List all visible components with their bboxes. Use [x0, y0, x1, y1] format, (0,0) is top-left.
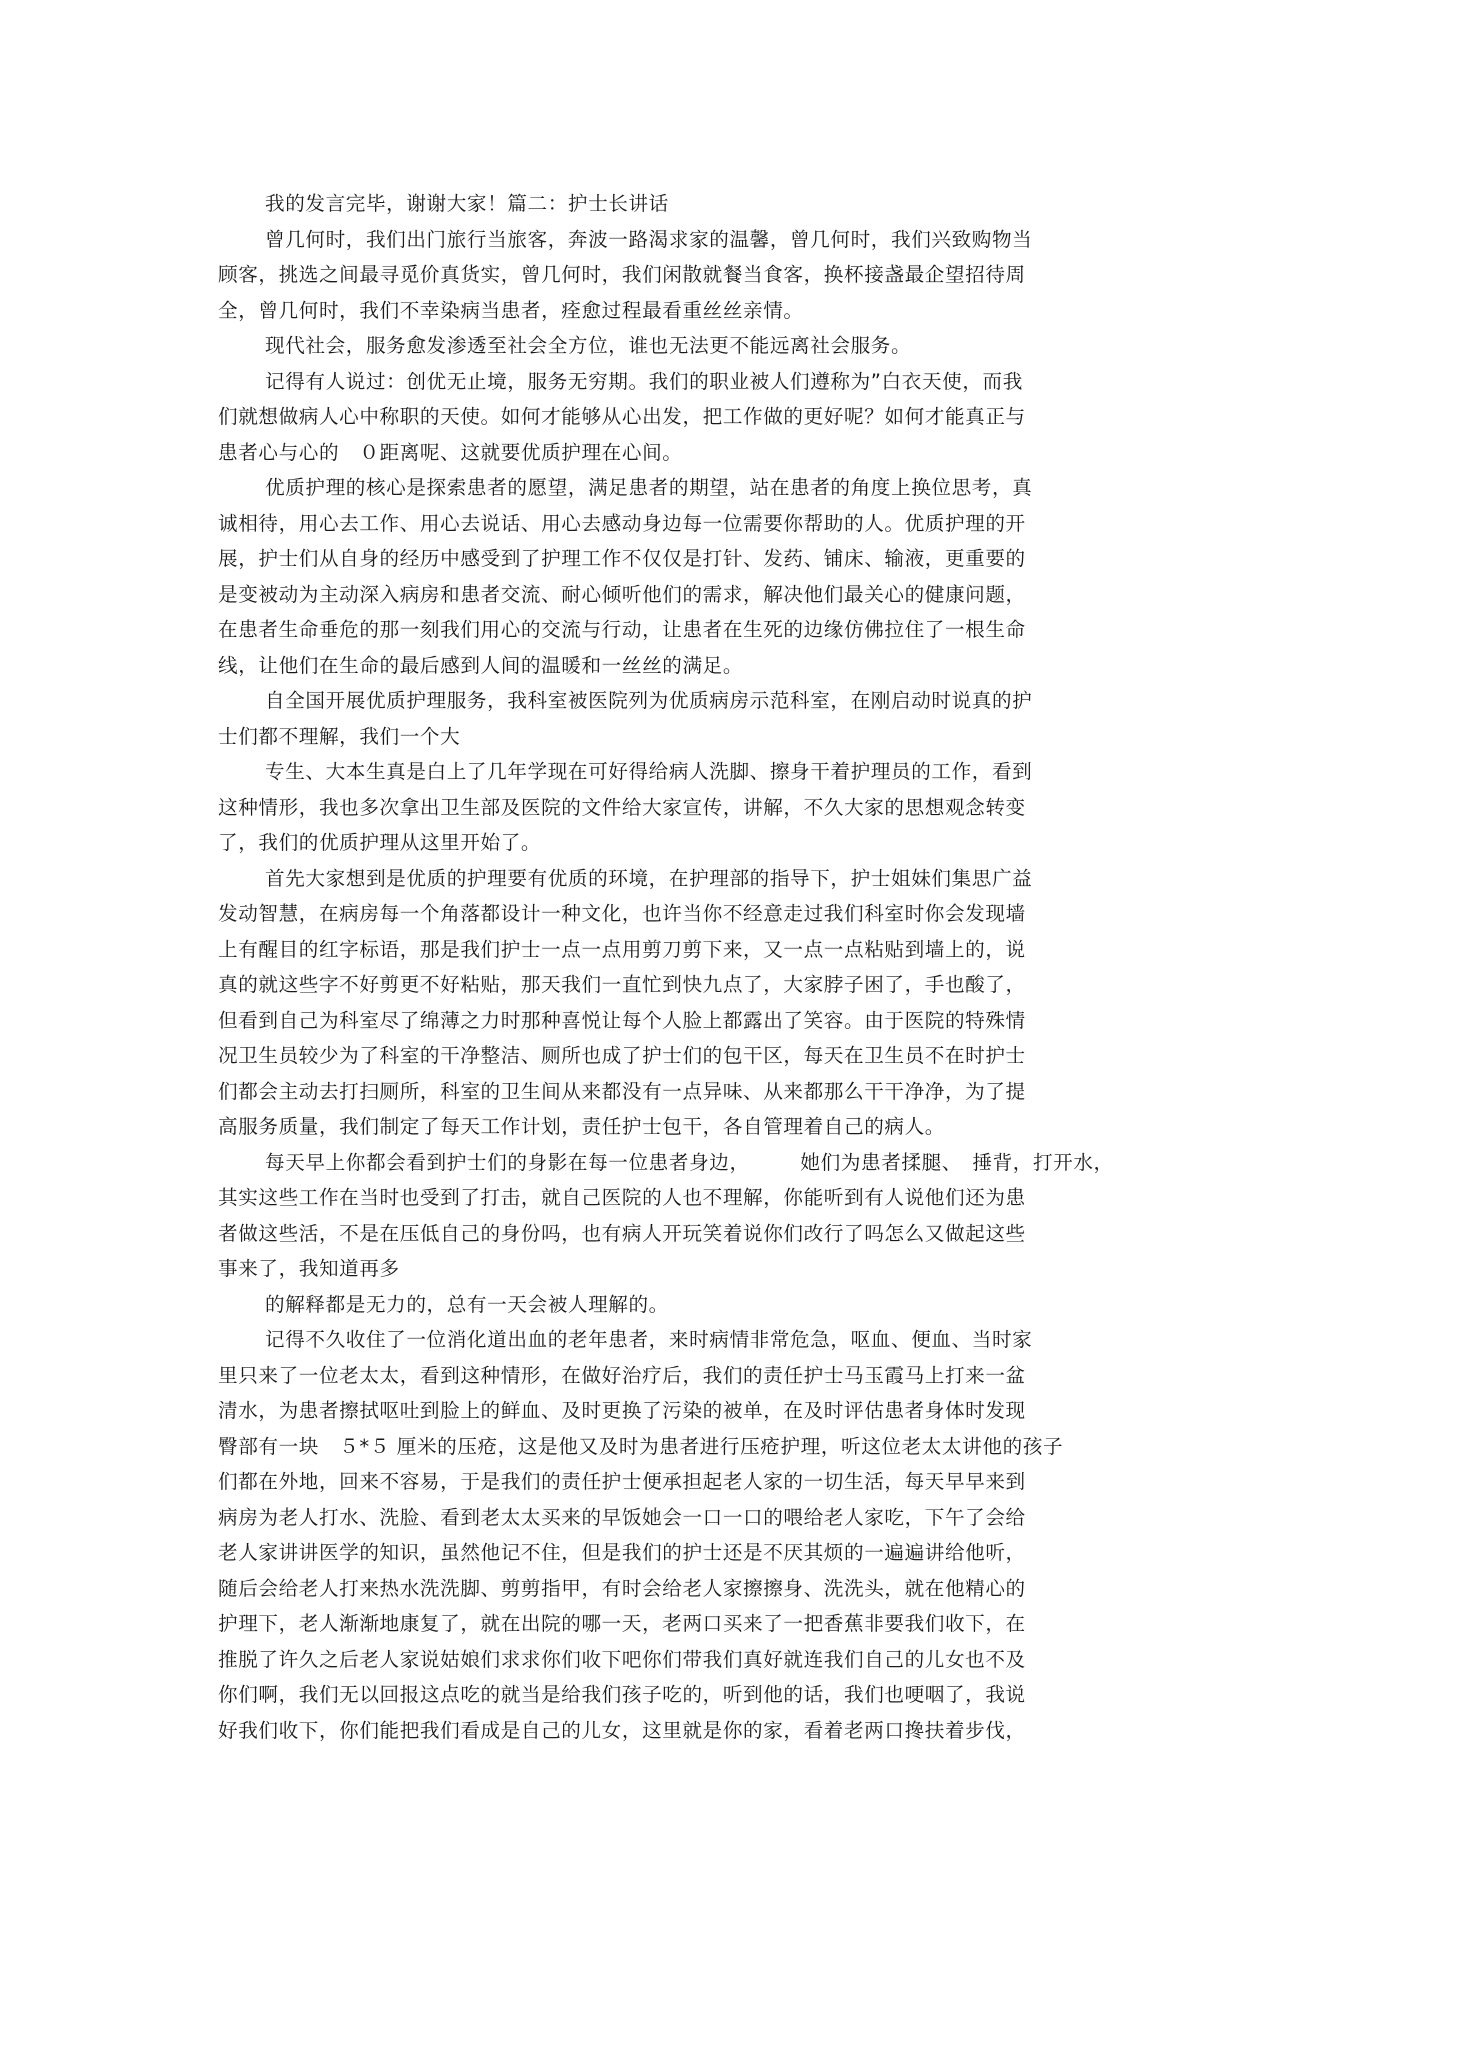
text-line: 但看到自己为科室尽了绵薄之力时那种喜悦让每个人脸上都露出了笑容。由于医院的特殊情 [218, 1008, 1026, 1032]
text-line: 者做这些活，不是在压低自己的身份吗，也有病人开玩笑着说你们改行了吗怎么又做起这些 [218, 1221, 1026, 1245]
text-line: 真的就这些字不好剪更不好粘贴，那天我们一直忙到快九点了，大家脖子困了，手也酸了， [218, 973, 1026, 996]
text-line: 顾客，挑选之间最寻觅价真货实，曾几何时，我们闲散就餐当食客，换杯接盏最企望招待周 [218, 263, 1026, 286]
text-line: 推脱了许久之后老人家说姑娘们求求你们收下吧你们带我们真好就连我们自己的儿女也不及 [218, 1647, 1026, 1671]
text-line: 在患者生命垂危的那一刻我们用心的交流与行动，让患者在生死的边缘仿佛拉住了一根生命 [218, 618, 1026, 641]
text-line: 每天早上你都会看到护士们的身影在每一位患者身边， 她们为患者揉腿、 捶背，打开水， [265, 1150, 1114, 1174]
text-line: 现代社会，服务愈发渗透至社会全方位，谁也无法更不能远离社会服务。 [265, 334, 912, 357]
text-line: 自全国开展优质护理服务，我科室被医院列为优质病房示范科室，在刚启动时说真的护 [265, 689, 1033, 712]
text-line: 曾几何时，我们出门旅行当旅客，奔波一路渴求家的温馨，曾几何时，我们兴致购物当 [265, 227, 1033, 251]
text-line: 记得有人说过：创优无止境，服务无穷期。我们的职业被人们遵称为”白衣天使，而我 [265, 369, 1023, 393]
text-line: 优质护理的核心是探索患者的愿望，满足患者的期望，站在患者的角度上换位思考，真 [265, 476, 1033, 499]
text-line: 其实这些工作在当时也受到了打击，就自己医院的人也不理解，你能听到有人说他们还为患 [218, 1186, 1026, 1209]
text-line: 士们都不理解，我们一个大 [218, 724, 461, 748]
text-line: 专生、大本生真是白上了几年学现在可好得给病人洗脚、擦身干着护理员的工作，看到 [265, 760, 1033, 783]
text-line: 病房为老人打水、洗脸、看到老太太买来的早饭她会一口一口的喂给老人家吃，下午了会给 [218, 1505, 1026, 1529]
text-line: 护理下，老人渐渐地康复了，就在出院的哪一天，老两口买来了一把香蕉非要我们收下，在 [218, 1612, 1026, 1635]
text-line: 线，让他们在生命的最后感到人间的温暖和一丝丝的满足。 [218, 653, 744, 677]
text-line: 这种情形，我也多次拿出卫生部及医院的文件给大家宣传，讲解，不久大家的思想观念转变 [218, 795, 1026, 819]
text-line: 们都在外地，回来不容易，于是我们的责任护士便承担起老人家的一切生活，每天早早来到 [218, 1470, 1026, 1493]
text-line: 了，我们的优质护理从这里开始了。 [218, 831, 542, 854]
text-line: 老人家讲讲医学的知识，虽然他记不住，但是我们的护士还是不厌其烦的一遍遍讲给他听， [218, 1541, 1026, 1564]
document-body [218, 186, 1258, 1748]
text-line: 况卫生员较少为了科室的干净整洁、厕所也成了护士们的包干区，每天在卫生员不在时护士 [218, 1044, 1026, 1067]
text-line: 患者心与心的 ０距离呢、这就要优质护理在心间。 [218, 440, 683, 464]
text-line: 是变被动为主动深入病房和患者交流、耐心倾听他们的需求，解决他们最关心的健康问题， [218, 582, 1026, 606]
text-line: 诚相待，用心去工作、用心去说话、用心去感动身边每一位需要你帮助的人。优质护理的开 [218, 511, 1026, 535]
text-line: 们都会主动去打扫厕所，科室的卫生间从来都没有一点异味、从来都那么干干净净，为了提 [218, 1079, 1026, 1103]
text-line: 臀部有一块 ５*５ 厘米的压疮，这是他又及时为患者进行压疮护理，听这位老太太讲他的孩子 [218, 1434, 1064, 1458]
text-line: 展，护士们从自身的经历中感受到了护理工作不仅仅是打针、发药、铺床、输液，更重要的 [218, 547, 1026, 570]
text-line: 发动智慧，在病房每一个角落都设计一种文化，也许当你不经意走过我们科室时你会发现墙 [218, 902, 1026, 925]
text-line: 全，曾几何时，我们不幸染病当患者，痊愈过程最看重丝丝亲情。 [218, 298, 804, 322]
text-line: 的解释都是无力的，总有一天会被人理解的。 [265, 1292, 669, 1316]
text-line: 好我们收下，你们能把我们看成是自己的儿女，这里就是你的家，看着老两口搀扶着步伐， [218, 1718, 1026, 1742]
text-line: 我的发言完毕，谢谢大家！篇二：护士长讲话 [265, 192, 669, 215]
text-line: 里只来了一位老太太，看到这种情形，在做好治疗后，我们的责任护士马玉霞马上打来一盆 [218, 1363, 1026, 1387]
text-line: 随后会给老人打来热水洗洗脚、剪剪指甲，有时会给老人家擦擦身、洗洗头，就在他精心的 [218, 1576, 1026, 1600]
text-line: 高服务质量，我们制定了每天工作计划，责任护士包干，各自管理着自己的病人。 [218, 1115, 945, 1138]
text-line: 们就想做病人心中称职的天使。如何才能够从心出发，把工作做的更好呢？如何才能真正与 [218, 405, 1026, 428]
text-line: 上有醒目的红字标语，那是我们护士一点一点用剪刀剪下来，又一点一点粘贴到墙上的，说 [218, 937, 1026, 961]
text-line: 首先大家想到是优质的护理要有优质的环境，在护理部的指导下，护士姐妹们集思广益 [265, 866, 1033, 890]
text-line: 事来了，我知道再多 [218, 1257, 400, 1280]
text-line: 记得不久收住了一位消化道出血的老年患者，来时病情非常危急，呕血、便血、当时家 [265, 1328, 1033, 1351]
text-line: 清水，为患者擦拭呕吐到脸上的鲜血、及时更换了污染的被单，在及时评估患者身体时发现 [218, 1399, 1026, 1422]
text-line: 你们啊，我们无以回报这点吃的就当是给我们孩子吃的，听到他的话，我们也哽咽了，我说 [218, 1683, 1026, 1706]
